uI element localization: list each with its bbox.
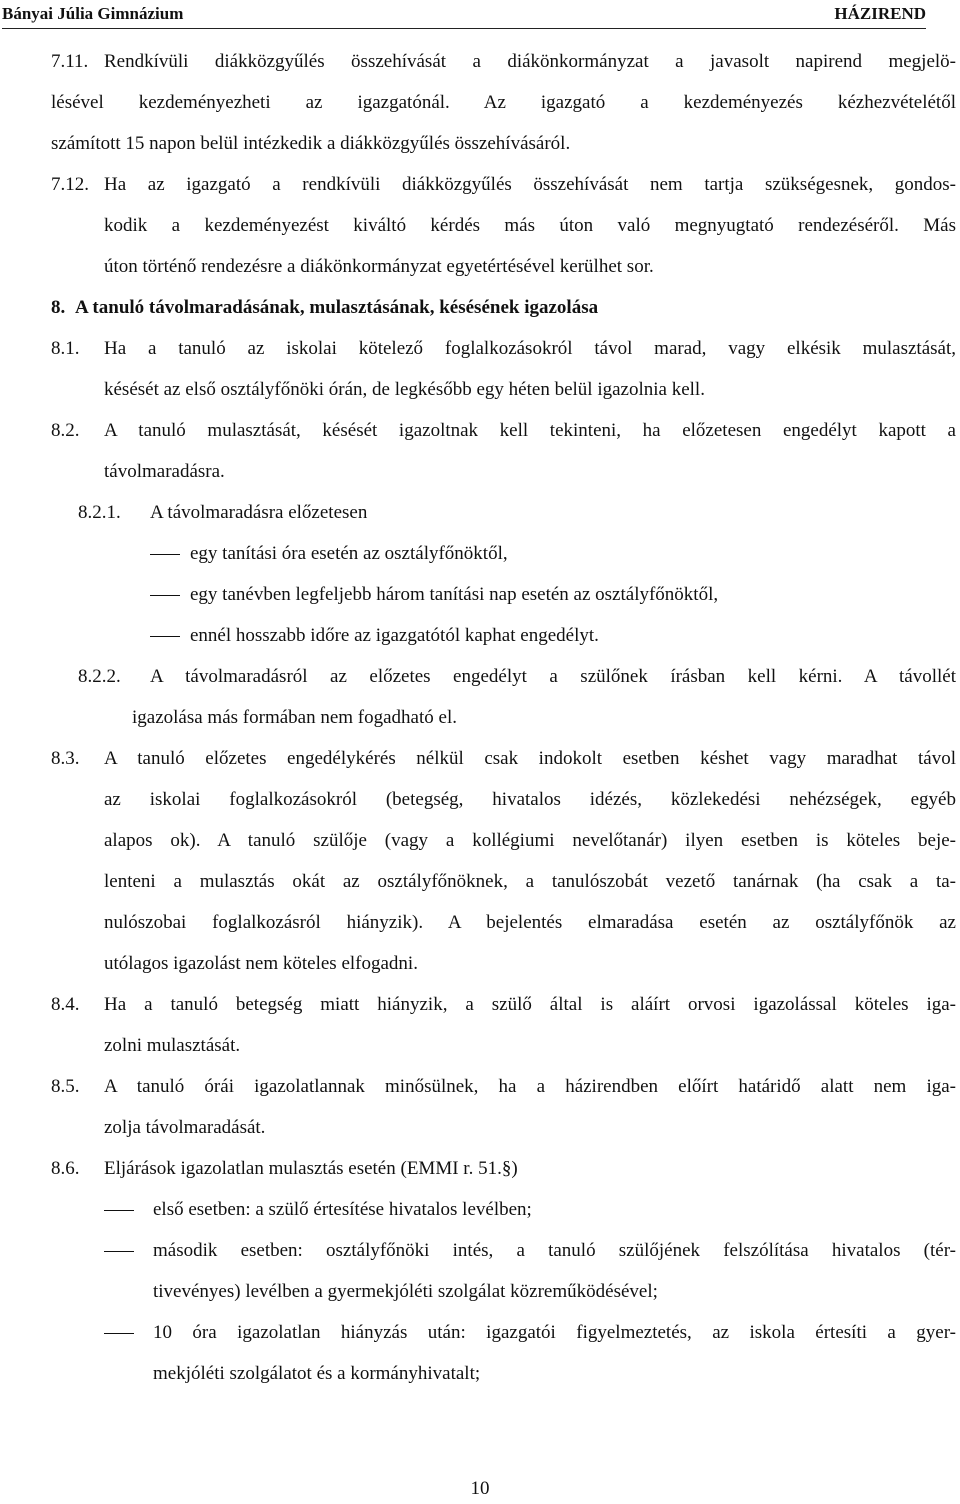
paragraph-number: 8.4. bbox=[51, 994, 80, 1015]
paragraph-number: 8.5. bbox=[51, 1076, 80, 1097]
text-line: távolmaradásra. bbox=[104, 461, 225, 482]
text-line: nulószobai foglalkozásról hiányzik). A bejelentés elmaradása esetén az osztályfőnök az bbox=[104, 912, 956, 933]
text-line: úton történő rendezésre a diákönkormányzat egyetértésével kerülhet sor. bbox=[104, 256, 654, 277]
paragraph-number: 7.11. bbox=[51, 51, 89, 72]
dash-bullet bbox=[104, 1210, 134, 1211]
list-item: első esetben: a szülő értesítése hivatalos levélben; bbox=[153, 1199, 532, 1220]
page-number: 10 bbox=[470, 1478, 490, 1499]
dash-bullet bbox=[150, 636, 180, 637]
dash-bullet bbox=[150, 554, 180, 555]
text-line: A tanuló mulasztását, késését igazoltnak kell tekinteni, ha előzetesen engedélyt kapott a bbox=[104, 420, 956, 441]
text-line: Eljárások igazolatlan mulasztás esetén (EMMI r. 51.§) bbox=[104, 1158, 518, 1179]
dash-bullet bbox=[104, 1333, 134, 1334]
text-line: utólagos igazolást nem köteles elfogadni. bbox=[104, 953, 418, 974]
text-line: A távolmaradásra előzetesen bbox=[150, 502, 368, 523]
paragraph-number: 7.12. bbox=[51, 174, 89, 195]
text-line: Ha a tanuló az iskolai kötelező foglalkozásokról távol marad, vagy elkésik mulasztását, bbox=[104, 338, 956, 359]
list-item: 10 óra igazolatlan hiányzás után: igazgatói figyelmeztetés, az iskola értesíti a gyer- bbox=[153, 1322, 956, 1343]
paragraph-number: 8.2.2. bbox=[78, 666, 121, 687]
list-item: egy tanítási óra esetén az osztályfőnöktől, bbox=[190, 543, 508, 564]
text-line: zolni mulasztását. bbox=[104, 1035, 241, 1056]
text-line: lésével kezdeményezheti az igazgatónál. Az igazgató a kezdeményezés kézhezvételétől bbox=[51, 92, 956, 113]
school-name: Bányai Júlia Gimnázium bbox=[2, 4, 184, 23]
list-item-continuation: tivevényes) levélben a gyermekjóléti szolgálat közreműködésével; bbox=[153, 1281, 658, 1302]
section-title: A tanuló távolmaradásának, mulasztásának, késésének igazolása bbox=[75, 297, 599, 318]
text-line: számított 15 napon belül intézkedik a diákközgyűlés összehívásáról. bbox=[51, 133, 571, 154]
document-title: HÁZIREND bbox=[834, 4, 926, 23]
text-line: Ha a tanuló betegség miatt hiányzik, a szülő által is aláírt orvosi igazolással köteles iga- bbox=[104, 994, 956, 1015]
dash-bullet bbox=[104, 1251, 134, 1252]
text-line: alapos ok). A tanuló szülője (vagy a kollégiumi nevelőtanár) ilyen esetben is köteles beje- bbox=[104, 830, 956, 851]
list-item: ennél hosszabb időre az igazgatótól kaphat engedélyt. bbox=[190, 625, 599, 646]
section-number: 8. bbox=[51, 297, 66, 318]
text-line: igazolása más formában nem fogadható el. bbox=[132, 707, 457, 728]
dash-bullet bbox=[150, 595, 180, 596]
text-line: kodik a kezdeményezést kiváltó kérdés más úton való megnyugtató rendezéséről. Más bbox=[104, 215, 956, 236]
text-line: A tanuló előzetes engedélykérés nélkül csak indokolt esetben késhet vagy maradhat távol bbox=[104, 748, 956, 769]
list-item-continuation: mekjóléti szolgálatot és a kormányhivatalt; bbox=[153, 1363, 481, 1384]
text-line: A távolmaradásról az előzetes engedélyt a szülőnek írásban kell kérni. A távollét bbox=[150, 666, 956, 687]
paragraph-number: 8.6. bbox=[51, 1158, 80, 1179]
text-line: A tanuló órái igazolatlannak minősülnek, ha a házirendben előírt határidő alatt nem iga- bbox=[104, 1076, 956, 1097]
paragraph-number: 8.2.1. bbox=[78, 502, 121, 523]
paragraph-number: 8.3. bbox=[51, 748, 80, 769]
text-line: késését az első osztályfőnöki órán, de legkésőbb egy héten belül igazolnia kell. bbox=[104, 379, 705, 400]
paragraph-number: 8.2. bbox=[51, 420, 80, 441]
paragraph-number: 8.1. bbox=[51, 338, 80, 359]
text-line: az iskolai foglalkozásokról (betegség, hivatalos idézés, közlekedési nehézségek, egyéb bbox=[104, 789, 956, 810]
text-line: lenteni a mulasztás okát az osztályfőnöknek, a tanulószobát vezető tanárnak (ha csak a ta- bbox=[104, 871, 956, 892]
page-header bbox=[2, 2, 926, 29]
list-item: egy tanévben legfeljebb három tanítási nap esetén az osztályfőnöktől, bbox=[190, 584, 719, 605]
list-item: második esetben: osztályfőnöki intés, a tanuló szülőjének felszólítása hivatalos (tér- bbox=[153, 1240, 956, 1261]
text-line: Ha az igazgató a rendkívüli diákközgyűlés összehívását nem tartja szükségesnek, gondos- bbox=[104, 174, 956, 195]
text-line: zolja távolmaradását. bbox=[104, 1117, 266, 1138]
text-line: Rendkívüli diákközgyűlés összehívását a diákönkormányzat a javasolt napirend megjelö- bbox=[104, 51, 956, 72]
